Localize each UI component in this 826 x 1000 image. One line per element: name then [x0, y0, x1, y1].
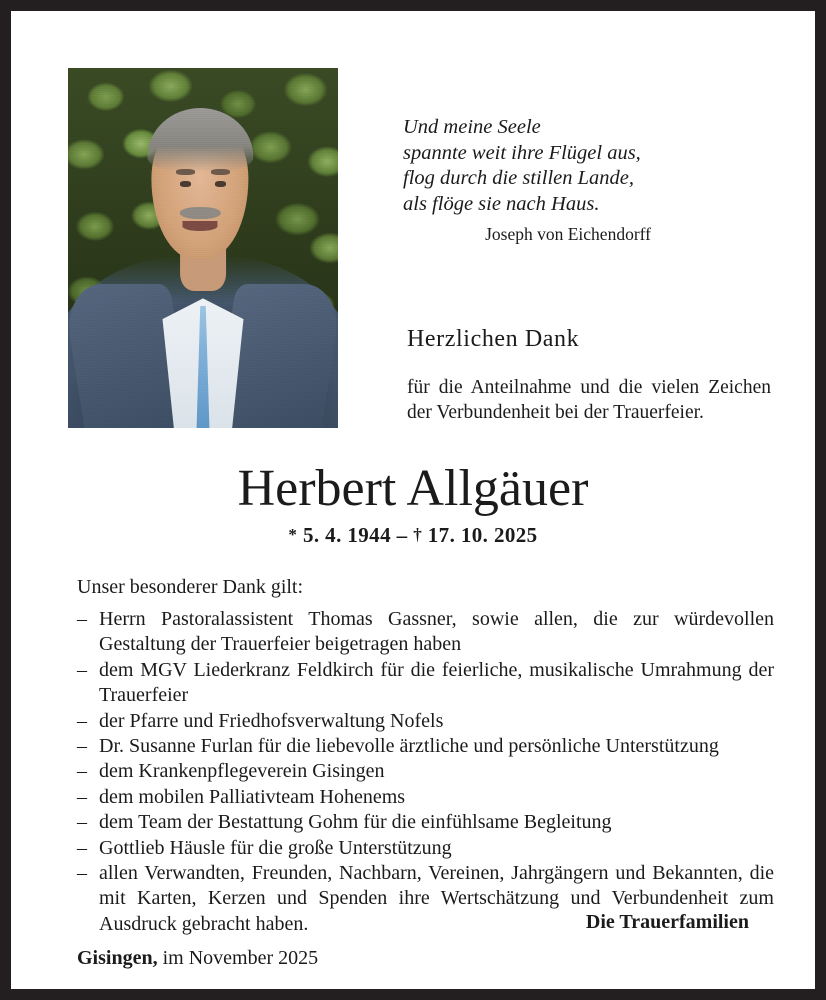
poem-line-4: als flöge sie nach Haus. — [403, 192, 600, 215]
list-bullet: – — [77, 811, 87, 834]
death-date: 17. 10. 2025 — [427, 523, 538, 547]
poem-line-3: flog durch die stillen Lande, — [403, 167, 634, 189]
poem-author: Joseph von Eichendorff — [485, 224, 651, 244]
list-item — [77, 658, 774, 709]
acknowledgements-list — [77, 607, 774, 937]
date-separator: – — [396, 523, 408, 547]
list-bullet: – — [77, 785, 87, 808]
deceased-name: Herbert Allgäuer — [237, 460, 589, 517]
place-date: im November 2025 — [157, 947, 319, 969]
portrait-photo-content — [68, 68, 338, 428]
list-item-text: Herrn Pastoralassistent Thomas Gassner, sowie allen, die zur würdevollen Gestaltung der Trauerfeier beigetragen haben — [99, 608, 774, 656]
list-bullet: – — [77, 658, 87, 681]
thanks-heading: Herzlichen Dank — [407, 326, 580, 352]
list-item-text: dem Krankenpflegeverein Gisingen — [99, 760, 385, 783]
list-item-text: Dr. Susanne Furlan für die liebevolle ärztliche und persönliche Unterstützung — [99, 735, 719, 758]
place-name: Gisingen, — [77, 947, 158, 969]
deceased-dates — [11, 523, 815, 548]
portrait-photo — [68, 68, 338, 428]
list-bullet: – — [77, 862, 87, 885]
notice-paper — [11, 11, 815, 989]
list-item — [77, 734, 774, 759]
acknowledgements-intro: Unser besonderer Dank gilt: — [77, 576, 304, 598]
list-item-text: dem Team der Bestattung Gohm für die einfühlsame Begleitung — [99, 811, 612, 834]
list-item — [77, 785, 774, 810]
list-bullet: – — [77, 709, 87, 732]
death-symbol: † — [413, 525, 423, 544]
place-and-date-line — [77, 947, 318, 970]
list-item-text: dem mobilen Palliativteam Hohenems — [99, 785, 406, 808]
list-item — [77, 709, 774, 734]
list-bullet: – — [77, 735, 87, 758]
family-signature: Die Trauerfamilien — [585, 911, 749, 933]
poem-line-1: Und meine Seele — [403, 116, 541, 138]
list-bullet: – — [77, 608, 87, 630]
list-item — [77, 836, 774, 861]
photo-grain-overlay — [68, 68, 338, 428]
birth-symbol: * — [288, 525, 298, 544]
list-item — [77, 607, 774, 658]
list-item-text: dem MGV Liederkranz Feldkirch für die feierliche, musikalische Umrahmung der Trauerfeier — [99, 658, 774, 707]
birth-date: 5. 4. 1944 — [302, 523, 391, 547]
list-bullet: – — [77, 836, 87, 859]
list-item-text: allen Verwandten, Freunden, Nachbarn, Vereinen, Jahrgängern und Bekannten, die mit Karten, Kerzen und Spenden ihre Wertschätzung und Verbundenheit zum Ausdruck gebracht haben. — [99, 862, 774, 935]
list-item-text: der Pfarre und Friedhofsverwaltung Nofels — [99, 709, 444, 732]
list-item — [77, 759, 774, 784]
thanks-body-text: für die Anteilnahme und die vielen Zeichen der Verbundenheit bei der Trauerfeier. — [407, 377, 771, 423]
poem-line-2: spannte weit ihre Flügel aus, — [403, 141, 641, 164]
list-item-text: Gottlieb Häusle für die große Unterstützung — [99, 836, 452, 859]
list-item — [77, 810, 774, 835]
memorial-poem — [403, 115, 778, 245]
list-bullet: – — [77, 760, 87, 783]
